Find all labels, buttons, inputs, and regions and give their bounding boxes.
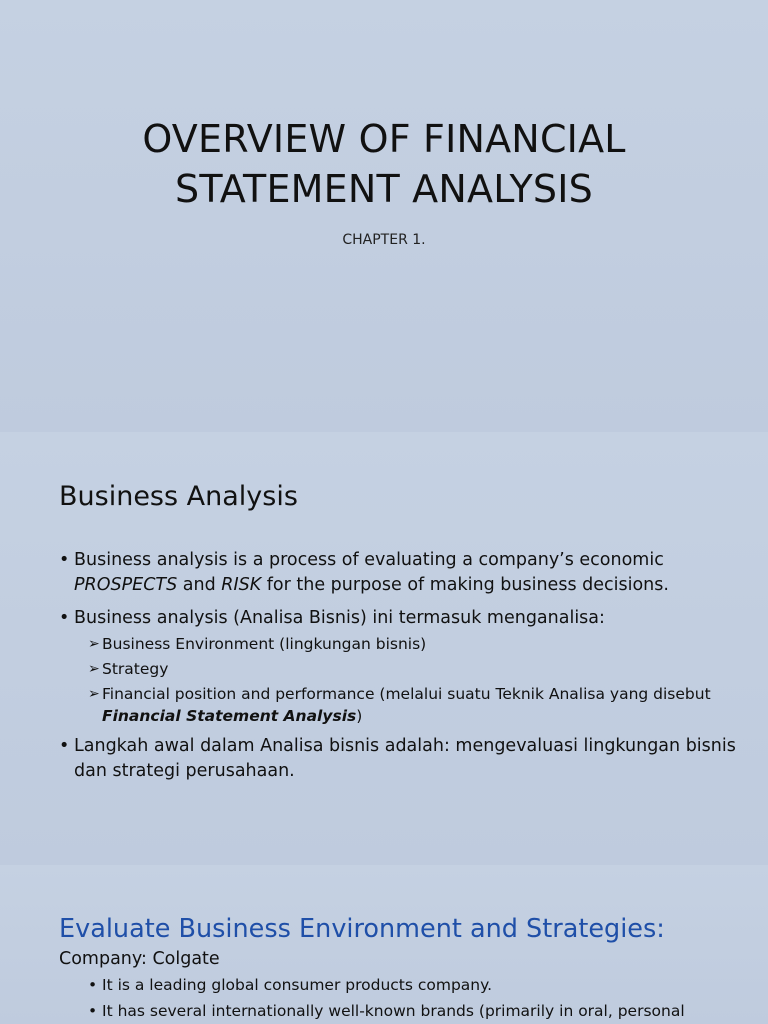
business-analysis-slide [0,432,768,865]
bullet-text-part: and [177,575,222,595]
bullet-text: It is a leading global consumer products company. [102,976,493,994]
bullet-text: It has several internationally well-known brands (primarily in oral, personal [102,1002,685,1020]
emphasis-prospects: PROSPECTS [74,575,178,595]
bullet-item [59,548,749,598]
bullet-marker: • [59,736,70,756]
bullet-marker: • [88,976,98,994]
sub-bullet-text [88,683,748,727]
slide-title-line-1: OVERVIEW OF FINANCIAL [142,117,626,161]
sub-bullet-item [88,683,748,727]
sub-bullet-text-part: ) [356,707,363,725]
emphasis-financial-statement-analysis: Financial Statement Analysis [102,707,357,725]
bullet-marker: • [88,1002,98,1020]
slide-subtitle: CHAPTER 1. [342,232,426,248]
bullet-item [88,974,748,996]
slide-title-line-2: STATEMENT ANALYSIS [175,167,593,211]
sub-bullet-text: Business Environment (lingkungan bisnis) [102,635,427,653]
bullet-text [59,548,749,598]
company-label: Company: Colgate [59,949,220,969]
bullet-text-part: Business analysis is a process of evaluating a company’s economic [74,550,664,570]
sub-bullet-text-part: Financial position and performance (melalui suatu Teknik Analisa yang disebut [102,685,711,703]
bullet-marker: • [59,608,70,628]
title-slide [0,0,768,432]
bullet-item [59,606,749,631]
bullet-text: Langkah awal dalam Analisa bisnis adalah: mengevaluasi lingkungan bisnis dan strategi perusahaan. [74,736,736,781]
arrow-bullet-icon: ➢ [88,661,100,677]
bullet-item [88,1000,748,1022]
bullet-item [59,734,749,784]
emphasis-risk: RISK [221,575,262,595]
sub-bullet-item [88,658,748,680]
slide-heading: Evaluate Business Environment and Strategies: [59,914,665,944]
bullet-text: Business analysis (Analisa Bisnis) ini termasuk menganalisa: [74,608,605,628]
evaluate-environment-slide [0,865,768,1024]
bullet-marker: • [59,550,70,570]
arrow-bullet-icon: ➢ [88,636,100,652]
sub-bullet-text: Strategy [102,660,169,678]
slide-heading: Business Analysis [59,481,298,512]
sub-bullet-item [88,633,748,655]
arrow-bullet-icon: ➢ [88,686,100,702]
bullet-text-part: for the purpose of making business decisions. [261,575,669,595]
